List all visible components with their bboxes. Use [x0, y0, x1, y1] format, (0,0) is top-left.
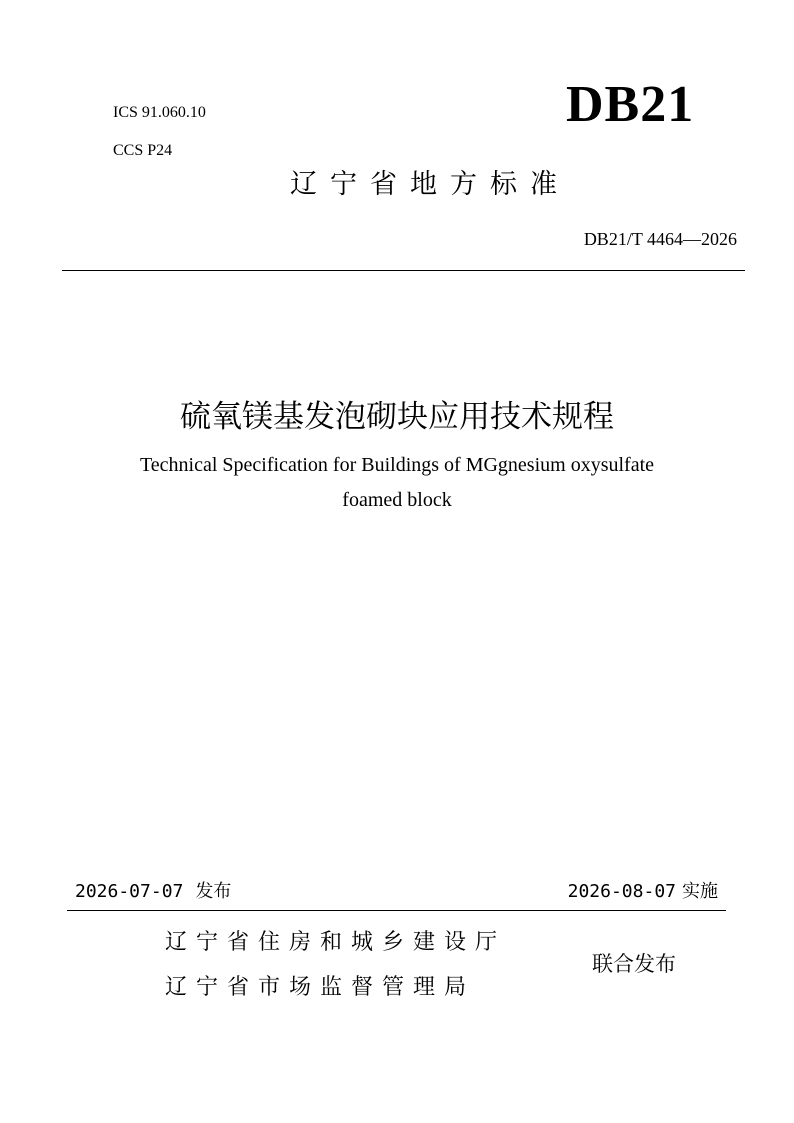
document-title-english-line-2: foamed block	[342, 489, 452, 511]
standard-number: DB21/T 4464—2026	[583, 229, 737, 249]
ics-code: ICS 91.060.10	[113, 104, 206, 121]
joint-publication-label: 联合发布	[592, 952, 676, 976]
implement-date-block	[568, 877, 718, 903]
issuer-market-regulation-bureau: 辽宁省市场监督管理局	[165, 975, 476, 1000]
document-title-chinese: 硫氧镁基发泡砌块应用技术规程	[180, 399, 614, 435]
standard-category: 辽宁省地方标准	[290, 169, 570, 200]
issuer-housing-department: 辽宁省住房和城乡建设厅	[165, 930, 507, 955]
publish-date: 2026-07-07	[75, 881, 184, 902]
standard-code-logo: DB21	[566, 76, 695, 133]
implement-date: 2026-08-07	[567, 881, 676, 902]
top-divider	[62, 270, 745, 271]
bottom-divider	[67, 910, 726, 911]
publish-date-block	[75, 877, 231, 903]
document-title-english-line-1: Technical Specification for Buildings of MGgnesium oxysulfate	[139, 454, 655, 476]
ccs-code: CCS P24	[113, 142, 173, 159]
implement-label: 实施	[682, 881, 718, 902]
publish-label: 发布	[195, 881, 232, 902]
